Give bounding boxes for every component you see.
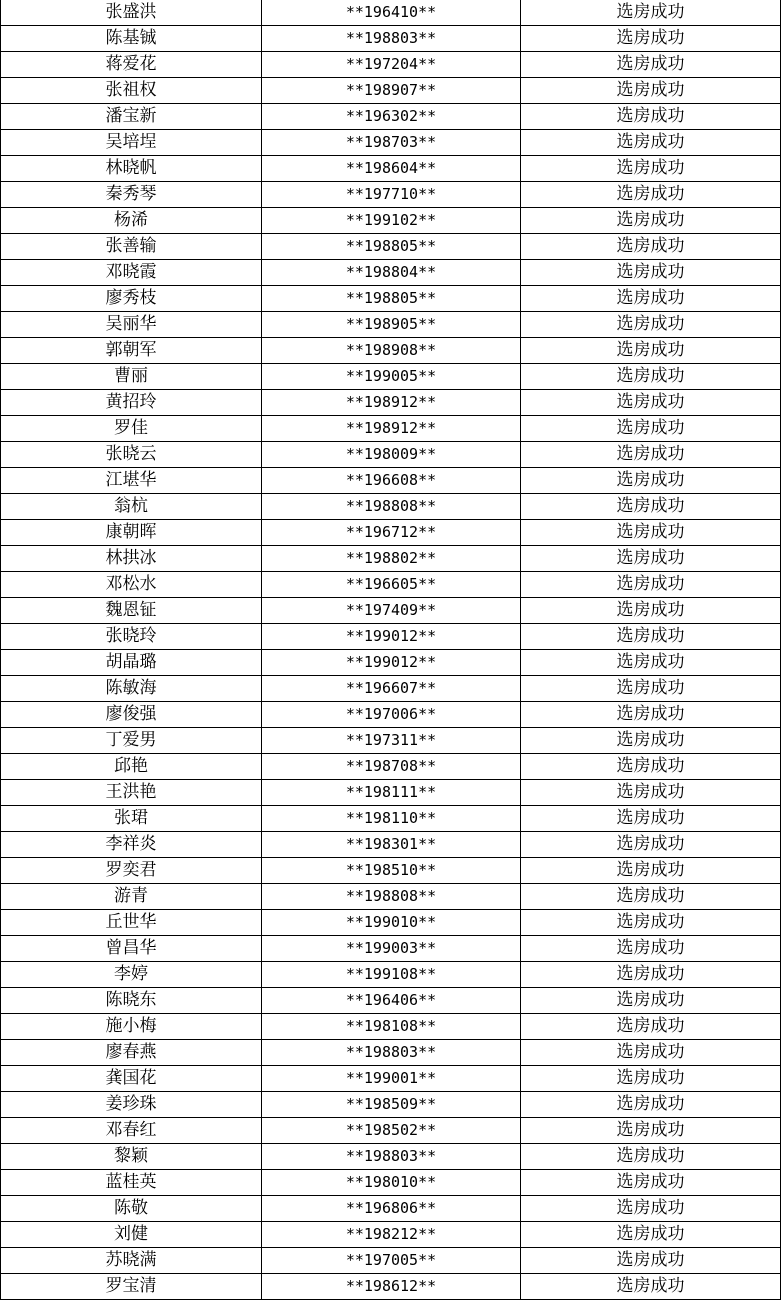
status-cell: 选房成功 [521, 0, 781, 26]
table-row [1, 910, 781, 936]
name-cell: 龚国花 [1, 1066, 262, 1092]
name-cell: 丁爱男 [1, 728, 262, 754]
status-cell: 选房成功 [521, 1014, 781, 1040]
id-number-cell: **198908** [262, 338, 521, 364]
status-cell: 选房成功 [521, 676, 781, 702]
table-row [1, 1170, 781, 1196]
id-number-cell: **198009** [262, 442, 521, 468]
name-cell: 张盛洪 [1, 0, 262, 26]
table-row [1, 806, 781, 832]
name-cell: 魏恩钲 [1, 598, 262, 624]
id-number-cell: **199012** [262, 624, 521, 650]
id-number-cell: **199005** [262, 364, 521, 390]
id-number-cell: **198805** [262, 286, 521, 312]
name-cell: 吴丽华 [1, 312, 262, 338]
id-number-cell: **197409** [262, 598, 521, 624]
id-number-cell: **196410** [262, 0, 521, 26]
id-number-cell: **196608** [262, 468, 521, 494]
id-number-cell: **199012** [262, 650, 521, 676]
table-row [1, 676, 781, 702]
name-cell: 邓晓霞 [1, 260, 262, 286]
table-row [1, 26, 781, 52]
status-cell: 选房成功 [521, 572, 781, 598]
id-number-cell: **198804** [262, 260, 521, 286]
id-number-cell: **199003** [262, 936, 521, 962]
id-number-cell: **198805** [262, 234, 521, 260]
id-number-cell: **198510** [262, 858, 521, 884]
status-cell: 选房成功 [521, 468, 781, 494]
name-cell: 张珺 [1, 806, 262, 832]
id-number-cell: **198502** [262, 1118, 521, 1144]
id-number-cell: **199108** [262, 962, 521, 988]
table-row [1, 962, 781, 988]
name-cell: 黄招玲 [1, 390, 262, 416]
status-cell: 选房成功 [521, 182, 781, 208]
status-cell: 选房成功 [521, 520, 781, 546]
status-cell: 选房成功 [521, 26, 781, 52]
status-cell: 选房成功 [521, 806, 781, 832]
table-row [1, 156, 781, 182]
table-row [1, 520, 781, 546]
name-cell: 曹丽 [1, 364, 262, 390]
name-cell: 李祥炎 [1, 832, 262, 858]
id-number-cell: **198703** [262, 130, 521, 156]
id-number-cell: **198802** [262, 546, 521, 572]
name-cell: 吴培埕 [1, 130, 262, 156]
status-cell: 选房成功 [521, 390, 781, 416]
table-row [1, 832, 781, 858]
name-cell: 陈敏海 [1, 676, 262, 702]
status-cell: 选房成功 [521, 1040, 781, 1066]
table-row [1, 494, 781, 520]
table-row [1, 286, 781, 312]
name-cell: 黎颖 [1, 1144, 262, 1170]
id-number-cell: **196406** [262, 988, 521, 1014]
id-number-cell: **198301** [262, 832, 521, 858]
table-row [1, 1014, 781, 1040]
id-number-cell: **198912** [262, 390, 521, 416]
table-row [1, 1066, 781, 1092]
name-cell: 廖春燕 [1, 1040, 262, 1066]
status-cell: 选房成功 [521, 286, 781, 312]
status-cell: 选房成功 [521, 780, 781, 806]
table-body [1, 0, 781, 1300]
name-cell: 施小梅 [1, 1014, 262, 1040]
table-row [1, 234, 781, 260]
status-cell: 选房成功 [521, 754, 781, 780]
id-number-cell: **197005** [262, 1248, 521, 1274]
name-cell: 郭朝军 [1, 338, 262, 364]
status-cell: 选房成功 [521, 78, 781, 104]
table-row [1, 728, 781, 754]
name-cell: 张祖权 [1, 78, 262, 104]
status-cell: 选房成功 [521, 1170, 781, 1196]
status-cell: 选房成功 [521, 858, 781, 884]
id-number-cell: **198212** [262, 1222, 521, 1248]
table-row [1, 572, 781, 598]
id-number-cell: **197204** [262, 52, 521, 78]
table-row [1, 1092, 781, 1118]
name-cell: 杨浠 [1, 208, 262, 234]
name-cell: 蒋爱花 [1, 52, 262, 78]
name-cell: 曾昌华 [1, 936, 262, 962]
name-cell: 蓝桂英 [1, 1170, 262, 1196]
status-cell: 选房成功 [521, 962, 781, 988]
table-row [1, 1248, 781, 1274]
name-cell: 廖秀枝 [1, 286, 262, 312]
status-cell: 选房成功 [521, 1196, 781, 1222]
id-number-cell: **198110** [262, 806, 521, 832]
id-number-cell: **196712** [262, 520, 521, 546]
table-row [1, 364, 781, 390]
status-cell: 选房成功 [521, 234, 781, 260]
table-row [1, 988, 781, 1014]
name-cell: 罗奕君 [1, 858, 262, 884]
status-cell: 选房成功 [521, 988, 781, 1014]
id-number-cell: **199001** [262, 1066, 521, 1092]
status-cell: 选房成功 [521, 598, 781, 624]
table-row [1, 1144, 781, 1170]
status-cell: 选房成功 [521, 728, 781, 754]
name-cell: 林晓帆 [1, 156, 262, 182]
status-cell: 选房成功 [521, 104, 781, 130]
table-row [1, 52, 781, 78]
table-row [1, 182, 781, 208]
table-row [1, 0, 781, 26]
id-number-cell: **198604** [262, 156, 521, 182]
name-cell: 陈晓东 [1, 988, 262, 1014]
table-row [1, 208, 781, 234]
id-number-cell: **197710** [262, 182, 521, 208]
table-row [1, 702, 781, 728]
id-number-cell: **198111** [262, 780, 521, 806]
status-cell: 选房成功 [521, 546, 781, 572]
table-row [1, 650, 781, 676]
id-number-cell: **198509** [262, 1092, 521, 1118]
table-row [1, 624, 781, 650]
name-cell: 张晓玲 [1, 624, 262, 650]
id-number-cell: **198803** [262, 26, 521, 52]
name-cell: 丘世华 [1, 910, 262, 936]
name-cell: 康朝晖 [1, 520, 262, 546]
id-number-cell: **198808** [262, 884, 521, 910]
name-cell: 罗宝清 [1, 1274, 262, 1300]
table-row [1, 442, 781, 468]
table-row [1, 936, 781, 962]
name-cell: 苏晓满 [1, 1248, 262, 1274]
table-row [1, 78, 781, 104]
id-number-cell: **198803** [262, 1040, 521, 1066]
name-cell: 江堪华 [1, 468, 262, 494]
table-row [1, 1274, 781, 1300]
status-cell: 选房成功 [521, 156, 781, 182]
status-cell: 选房成功 [521, 936, 781, 962]
name-cell: 邓春红 [1, 1118, 262, 1144]
table-row [1, 312, 781, 338]
status-cell: 选房成功 [521, 650, 781, 676]
name-cell: 翁杭 [1, 494, 262, 520]
status-cell: 选房成功 [521, 1248, 781, 1274]
status-cell: 选房成功 [521, 832, 781, 858]
table-row [1, 1118, 781, 1144]
table-row [1, 780, 781, 806]
table-row [1, 390, 781, 416]
id-number-cell: **198905** [262, 312, 521, 338]
id-number-cell: **198808** [262, 494, 521, 520]
table-row [1, 338, 781, 364]
name-cell: 潘宝新 [1, 104, 262, 130]
name-cell: 邱艳 [1, 754, 262, 780]
status-cell: 选房成功 [521, 208, 781, 234]
id-number-cell: **196605** [262, 572, 521, 598]
id-number-cell: **197311** [262, 728, 521, 754]
name-cell: 廖俊强 [1, 702, 262, 728]
id-number-cell: **198010** [262, 1170, 521, 1196]
id-number-cell: **198108** [262, 1014, 521, 1040]
table-row [1, 468, 781, 494]
status-cell: 选房成功 [521, 624, 781, 650]
status-cell: 选房成功 [521, 1066, 781, 1092]
id-number-cell: **199010** [262, 910, 521, 936]
table-row [1, 754, 781, 780]
name-cell: 游青 [1, 884, 262, 910]
status-cell: 选房成功 [521, 702, 781, 728]
name-cell: 张善输 [1, 234, 262, 260]
name-cell: 王洪艳 [1, 780, 262, 806]
table-row [1, 1196, 781, 1222]
id-number-cell: **198803** [262, 1144, 521, 1170]
status-cell: 选房成功 [521, 884, 781, 910]
name-cell: 姜珍珠 [1, 1092, 262, 1118]
table-row [1, 1222, 781, 1248]
id-number-cell: **197006** [262, 702, 521, 728]
id-number-cell: **198912** [262, 416, 521, 442]
id-number-cell: **199102** [262, 208, 521, 234]
status-cell: 选房成功 [521, 494, 781, 520]
name-cell: 秦秀琴 [1, 182, 262, 208]
id-number-cell: **196302** [262, 104, 521, 130]
table-row [1, 598, 781, 624]
name-cell: 罗佳 [1, 416, 262, 442]
status-cell: 选房成功 [521, 1118, 781, 1144]
name-cell: 刘健 [1, 1222, 262, 1248]
table-row [1, 1040, 781, 1066]
status-cell: 选房成功 [521, 312, 781, 338]
status-cell: 选房成功 [521, 130, 781, 156]
table-row [1, 858, 781, 884]
status-cell: 选房成功 [521, 1144, 781, 1170]
id-number-cell: **196806** [262, 1196, 521, 1222]
status-cell: 选房成功 [521, 1092, 781, 1118]
status-cell: 选房成功 [521, 910, 781, 936]
id-number-cell: **198612** [262, 1274, 521, 1300]
table-row [1, 416, 781, 442]
name-cell: 陈敬 [1, 1196, 262, 1222]
table-row [1, 546, 781, 572]
name-cell: 陈基铖 [1, 26, 262, 52]
status-cell: 选房成功 [521, 260, 781, 286]
name-cell: 李婷 [1, 962, 262, 988]
id-number-cell: **198907** [262, 78, 521, 104]
status-cell: 选房成功 [521, 442, 781, 468]
status-cell: 选房成功 [521, 338, 781, 364]
table-row [1, 260, 781, 286]
name-cell: 林拱冰 [1, 546, 262, 572]
status-cell: 选房成功 [521, 416, 781, 442]
id-number-cell: **198708** [262, 754, 521, 780]
name-cell: 邓松水 [1, 572, 262, 598]
status-cell: 选房成功 [521, 52, 781, 78]
table-row [1, 130, 781, 156]
name-cell: 张晓云 [1, 442, 262, 468]
table-row [1, 884, 781, 910]
status-cell: 选房成功 [521, 364, 781, 390]
table-row [1, 104, 781, 130]
name-cell: 胡晶璐 [1, 650, 262, 676]
status-cell: 选房成功 [521, 1274, 781, 1300]
status-cell: 选房成功 [521, 1222, 781, 1248]
id-number-cell: **196607** [262, 676, 521, 702]
